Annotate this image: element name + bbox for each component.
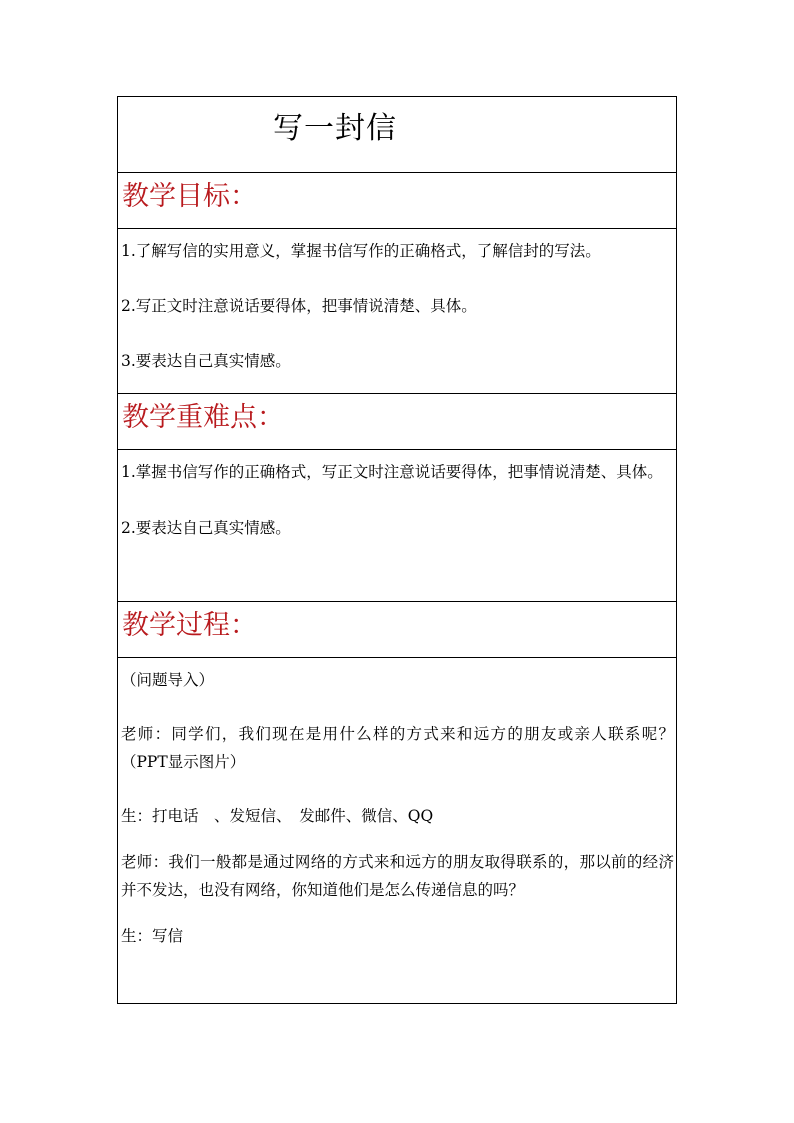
section-heading-process: 教学过程： bbox=[122, 610, 257, 641]
section-heading-row-objectives bbox=[118, 173, 676, 229]
objective-item-2: 2.写正文时注意说话要得体，把事情说清楚、具体。 bbox=[121, 297, 477, 315]
lesson-plan-table bbox=[117, 96, 677, 1004]
process-item-intro: （问题导入） bbox=[121, 671, 215, 689]
title-row bbox=[118, 97, 676, 173]
process-item-teacher-followup: 老师：我们一般都是通过网络的方式来和远方的朋友取得联系的，那以前的经济并不发达，也没有网络，你知道他们是怎么传递信息的吗？ bbox=[121, 853, 674, 899]
section-body-key-points bbox=[118, 450, 676, 602]
section-heading-row-key-points bbox=[118, 394, 676, 450]
key-point-item-1: 1.掌握书信写作的正确格式，写正文时注意说话要得体，把事情说清楚、具体。 bbox=[121, 463, 663, 481]
process-item-student-reply: 生：写信 bbox=[121, 927, 184, 945]
section-body-process bbox=[118, 658, 676, 1003]
section-heading-objectives: 教学目标： bbox=[122, 181, 257, 212]
section-heading-key-points: 教学重难点： bbox=[122, 402, 284, 433]
section-heading-row-process bbox=[118, 602, 676, 658]
objective-item-1: 1.了解写信的实用意义，掌握书信写作的正确格式，了解信封的写法。 bbox=[121, 242, 601, 260]
key-point-item-2: 2.要表达自己真实情感。 bbox=[121, 519, 291, 537]
process-item-student-answer: 生：打电话 、发短信、 发邮件、微信、QQ bbox=[121, 807, 434, 825]
process-item-teacher-question: 老师：同学们，我们现在是用什么样的方式来和远方的朋友或亲人联系呢？（PPT显示图片） bbox=[121, 725, 674, 771]
document-title: 写一封信 bbox=[273, 111, 397, 146]
section-body-objectives bbox=[118, 229, 676, 394]
objective-item-3: 3.要表达自己真实情感。 bbox=[121, 352, 291, 370]
